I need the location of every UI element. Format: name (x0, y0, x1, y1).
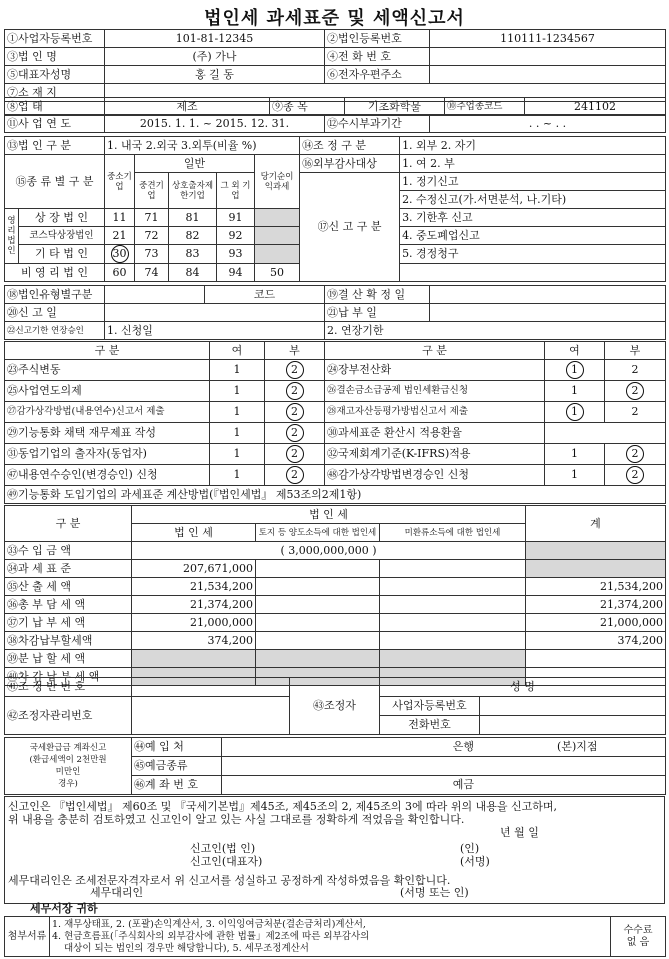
refund-title-line: 국세환급금 계좌신고 (29, 743, 107, 753)
deposit-type-field[interactable] (222, 757, 666, 776)
label-payment-date: ㉑납 부 일 (325, 304, 430, 322)
signer-corp-label: 신고인(법 인) (190, 842, 256, 855)
tax-cell[interactable] (380, 632, 526, 650)
agent-sign[interactable]: (서명 또는 인) (400, 886, 469, 899)
filing-option-1[interactable]: 1. 정기신고 (400, 173, 666, 191)
tax-cell[interactable] (256, 614, 380, 632)
label-email: ⑥전자우편주소 (325, 66, 430, 84)
row-nonprofit-label: 비 영 리 법 인 (5, 264, 105, 282)
label-address: ⑦소 재 지 (5, 84, 105, 102)
header-consolidated: 당기순이익과세 (255, 155, 300, 209)
yn-no-selected[interactable] (605, 465, 666, 486)
signer-ceo-label: 신고인(대표자) (190, 855, 263, 868)
code-cell (255, 227, 300, 245)
selected-circle: 2 (286, 361, 304, 379)
yn-no-selected[interactable] (265, 381, 325, 402)
label-fiscal-year: ⑪사 업 연 도 (5, 115, 105, 133)
bank-suffix: 은행 (452, 740, 474, 753)
header-corp-tax: 법 인 세 (132, 506, 526, 524)
payment-date-field[interactable] (430, 304, 666, 322)
header-no-left: 부 (265, 342, 325, 360)
form-title: 법인세 과세표준 및 세액신고서 (204, 8, 465, 29)
label-adjuster-bizno: 사업자등록번호 (380, 697, 480, 716)
tax-cell[interactable]: 21,000,000 (526, 614, 666, 632)
code-cell[interactable]: 83 (169, 245, 217, 264)
yn-label: ㉓주식변동 (5, 360, 210, 381)
fee-value: 없 음 (626, 936, 650, 948)
signer-ceo-sign[interactable]: (서명) (460, 855, 490, 868)
deposit-bank-field[interactable] (222, 738, 666, 757)
selected-circle: 2 (286, 445, 304, 463)
code-cell[interactable]: 50 (255, 264, 300, 282)
label-code: 코드 (205, 286, 325, 304)
label-corp-name: ③법 인 명 (5, 48, 105, 66)
code-cell[interactable]: 72 (135, 227, 169, 245)
industry-code[interactable]: 241102 (525, 98, 666, 116)
header-no-right: 부 (605, 342, 666, 360)
code-cell[interactable]: 94 (217, 264, 255, 282)
label-corp-reg-no: ②법인등록번호 (325, 30, 430, 48)
code-cell[interactable]: 93 (217, 245, 255, 264)
label-adjuster: ㊸조정자 (290, 678, 380, 735)
tax-cell[interactable]: 374,200 (132, 632, 256, 650)
label-adjuster-tel: 전화번호 (380, 716, 480, 735)
tax-row-label: ㉞과 세 표 준 (5, 560, 132, 578)
header-small-business: 중소기업 (105, 155, 135, 209)
selected-circle: 2 (626, 466, 644, 484)
yn-label: ㉘재고자산등평가방법신고서 제출 (325, 402, 545, 423)
code-cell[interactable]: 60 (105, 264, 135, 282)
tax-cell[interactable] (256, 560, 380, 578)
filing-option-5[interactable]: 5. 경정청구 (400, 245, 666, 264)
tax-cell[interactable] (380, 560, 526, 578)
tax-row-label: ㊵차 감 납 부 세 액 (5, 668, 132, 686)
label-external-audit: ⑯외부감사대상 (300, 155, 400, 173)
extension-request-date[interactable]: 1. 신청일 (105, 322, 325, 340)
extension-deadline[interactable]: 2. 연장기한 (325, 322, 666, 340)
selected-circle: 2 (286, 424, 304, 442)
label-corp-type: ⑱법인유형별구분 (5, 286, 105, 304)
tax-cell (132, 650, 256, 668)
yn-no-selected[interactable] (265, 402, 325, 423)
code-cell[interactable]: 11 (105, 209, 135, 227)
code-cell[interactable]: 81 (169, 209, 217, 227)
email-field[interactable] (430, 66, 666, 84)
external-audit-options[interactable]: 1. 여 2. 부 (400, 155, 666, 173)
yn-label: ㉖결손금소급공제 법인세환급신청 (325, 381, 545, 402)
revenue-amount[interactable]: ( 3,000,000,000 ) (132, 542, 526, 560)
tax-office-addressee: 세무서장 귀하 (30, 902, 98, 915)
tax-cell[interactable]: 374,200 (526, 632, 666, 650)
tax-amount-table (4, 505, 666, 686)
branch-suffix: (본)지점 (557, 740, 598, 753)
refund-account-title (5, 738, 132, 795)
fiscal-year[interactable]: 2015. 1. 1. ~ 2015. 12. 31. (105, 115, 325, 133)
label-account-no: ㊻계 좌 번 호 (132, 776, 222, 795)
filing-option-2[interactable]: 2. 수정신고(가.서면분석, 나.기타) (400, 191, 666, 209)
attachment-list (50, 917, 611, 957)
label-profit-corp: 영리법인 (5, 209, 19, 264)
tax-cell[interactable] (256, 578, 380, 596)
yn-label: ㉛동업기업의 출자자(동업자) (5, 444, 210, 465)
header-gubun-left: 구 분 (5, 342, 210, 360)
account-no-field[interactable] (222, 776, 666, 795)
label-phone: ④전 화 번 호 (325, 48, 430, 66)
label-corp-class: ⑬법 인 구 분 (5, 137, 105, 155)
label-settlement-date: ⑲결 산 확 정 일 (325, 286, 430, 304)
header-mid-size: 중견기업 (135, 173, 169, 209)
tax-cell (256, 650, 380, 668)
occasional-period[interactable]: . . ~ . . (430, 115, 666, 133)
label-occasional-period: ⑫수시부과기간 (325, 115, 430, 133)
row-other-label: 기 타 법 인 (19, 245, 105, 264)
agent-label: 세무대리인 (90, 886, 144, 899)
selected-circle: 2 (626, 445, 644, 463)
label-business-type: ⑧업 태 (5, 98, 105, 116)
yn-yes[interactable]: 1 (210, 402, 265, 423)
label-type-class: ⑮종 류 별 구 분 (5, 155, 105, 209)
tax-cell[interactable]: 21,534,200 (526, 578, 666, 596)
yn-no-selected[interactable] (265, 423, 325, 444)
row-listed-label: 상 장 법 인 (19, 209, 105, 227)
settlement-date-field[interactable] (430, 286, 666, 304)
corp-class-table (4, 136, 666, 282)
header-yes-right: 여 (545, 342, 605, 360)
yes-no-table (4, 341, 666, 504)
code-cell[interactable]: 92 (217, 227, 255, 245)
code-cell[interactable]: 74 (135, 264, 169, 282)
fee-cell (611, 917, 666, 957)
yn-yes[interactable]: 1 (210, 465, 265, 486)
yn-label: ㉗감가상각방법(내용연수)신고서 제출 (5, 402, 210, 423)
yn-yes[interactable]: 1 (210, 423, 265, 444)
yn-label: ㉕사업연도의제 (5, 381, 210, 402)
label-deposit-type: ㊺예금종류 (132, 757, 222, 776)
label-industry-code: ⑩주업종코드 (445, 98, 525, 116)
ceo-name[interactable]: 홍 길 동 (105, 66, 325, 84)
attachment-table (4, 916, 666, 957)
tax-cell[interactable] (380, 596, 526, 614)
header-unreturned-tax: 미환류소득에 대한 법인세 (380, 524, 526, 542)
filing-option-4[interactable]: 4. 중도폐업신고 (400, 227, 666, 245)
yn-yes-selected[interactable] (545, 360, 605, 381)
yn-yes[interactable]: 1 (545, 465, 605, 486)
tax-cell[interactable] (380, 614, 526, 632)
attachment-line: 4. 현금흐름표(「주식회사의 외부감사에 관한 법률」제2조에 따른 외부감사의 (52, 930, 370, 942)
attachment-line: 1. 재무상태표, 2. (포괄)손익계산서, 3. 이익잉여금처분(결손금처리)계산서, (52, 918, 366, 930)
business-type[interactable]: 제조 (105, 98, 270, 116)
label-item: ⑨종 목 (270, 98, 345, 116)
exchange-rate-field[interactable] (545, 423, 666, 444)
tax-cell[interactable] (256, 632, 380, 650)
tax-cell[interactable]: 21,374,200 (526, 596, 666, 614)
filing-option-3[interactable]: 3. 기한후 신고 (400, 209, 666, 227)
label-adjuster-name: 성 명 (380, 678, 666, 697)
tax-cell[interactable] (526, 650, 666, 668)
tax-row-label: ㊳차감납부할세액 (5, 632, 132, 650)
tax-cell[interactable]: 21,534,200 (132, 578, 256, 596)
yn-no-selected[interactable] (265, 465, 325, 486)
label-adjust-class: ⑭조 정 구 분 (300, 137, 400, 155)
yn-label: ㉜국제회계기준(K-IFRS)적용 (325, 444, 545, 465)
tax-cell[interactable]: 207,671,000 (132, 560, 256, 578)
adjuster-bizno-field[interactable] (480, 697, 666, 716)
yn-label: ㊽감가상각방법변경승인 신청 (325, 465, 545, 486)
label-biz-reg-no: ①사업자등록번호 (5, 30, 105, 48)
header-total: 계 (526, 506, 666, 542)
label-adjust-group: ㊶조 정 반 번 호 (5, 678, 132, 697)
code-cell[interactable]: 73 (135, 245, 169, 264)
tax-cell (526, 560, 666, 578)
adjuster-table (4, 677, 666, 735)
header-general: 일반 (135, 155, 255, 173)
yn-yes[interactable]: 1 (210, 444, 265, 465)
code-cell-selected[interactable] (105, 245, 135, 264)
refund-title-line: 미만인 (55, 767, 81, 777)
agent-statement: 세무대리인은 조세전문자격자로서 위 신고서를 성실하고 공정하게 작성하였음을 확인합니다. (8, 874, 451, 887)
selected-circle: 2 (286, 466, 304, 484)
refund-title-line: (환급세액이 2천만원 (29, 755, 107, 765)
header-table (4, 29, 666, 102)
yn-yes[interactable]: 1 (210, 381, 265, 402)
code-cell[interactable]: 71 (135, 209, 169, 227)
label-extension: ㉒신고기한 연장승인 (5, 322, 105, 340)
code-cell[interactable]: 91 (217, 209, 255, 227)
yn-yes[interactable]: 1 (210, 360, 265, 381)
tax-row-label: ㉝수 입 금 액 (5, 542, 132, 560)
yn-label: ㉚과세표준 환산시 적용환율 (325, 423, 545, 444)
adjuster-tel-field[interactable] (480, 716, 666, 735)
header-yes-left: 여 (210, 342, 265, 360)
yn-no-selected[interactable] (265, 360, 325, 381)
header-other-business: 그 외 기업 (217, 173, 255, 209)
header-gubun: 구 분 (5, 506, 132, 542)
label-deposit-bank: ㊹예 입 처 (132, 738, 222, 757)
code-cell[interactable]: 84 (169, 264, 217, 282)
selected-circle: 2 (286, 382, 304, 400)
row-kosdaq-label: 코스닥상장법인 (19, 227, 105, 245)
yn-label: ㉙기능통화 채택 재무제표 작성 (5, 423, 210, 444)
declaration-text-2: 위 내용을 충분히 검토하였고 신고인이 알고 있는 사실 그대로를 정확하게 적었음을 확인합니다. (8, 813, 465, 826)
yn-label: ㉔장부전산화 (325, 360, 545, 381)
code-cell[interactable]: 82 (169, 227, 217, 245)
attachment-line: 대상이 되는 법인의 경우만 해당합니다), 5. 세무조정계산서 (64, 942, 309, 954)
yn-yes-selected[interactable] (545, 402, 605, 423)
declaration-date: 년 월 일 (500, 826, 539, 839)
fee-label: 수수료 (623, 924, 653, 936)
yn-no[interactable]: 2 (605, 360, 666, 381)
yn-no-selected[interactable] (605, 444, 666, 465)
adjust-class-options[interactable]: 1. 외부 2. 자기 (400, 137, 666, 155)
selected-code-circle: 30 (111, 245, 129, 263)
corp-class-options[interactable]: 1. 내국 2.외국 3.외투(비율 %) (105, 137, 300, 155)
yn-yes[interactable]: 1 (545, 444, 605, 465)
business-item[interactable]: 기초화학물 (345, 98, 445, 116)
code-cell[interactable]: 21 (105, 227, 135, 245)
corp-name[interactable]: (주) 가나 (105, 48, 325, 66)
adjuster-mgmt-field[interactable] (132, 697, 290, 735)
filing-option-empty (400, 264, 666, 282)
tax-cell[interactable]: 21,374,200 (132, 596, 256, 614)
yn-label: ㊼내용연수승인(변경승인) 신청 (5, 465, 210, 486)
tax-row-label: ㊱총 부 담 세 액 (5, 596, 132, 614)
tax-cell (380, 650, 526, 668)
dates-table (4, 285, 666, 340)
label-filing-class: ⑰신 고 구 분 (300, 173, 400, 282)
selected-circle: 2 (626, 382, 644, 400)
header-cross-holding: 상호출자제한기업 (169, 173, 217, 209)
refund-title-line: 경우) (58, 779, 78, 789)
code-cell (255, 245, 300, 264)
yn-yes[interactable]: 1 (545, 381, 605, 402)
tax-cell[interactable] (380, 578, 526, 596)
functional-currency-method: ㊾기능통화 도입기업의 과세표준 계산방법(『법인세법』 제53조의2제1항) (5, 486, 666, 504)
phone-field[interactable] (430, 48, 666, 66)
label-filing-date: ⑳신 고 일 (5, 304, 105, 322)
tax-cell[interactable] (256, 596, 380, 614)
yn-no-selected[interactable] (605, 381, 666, 402)
tax-row-label: ㊴분 납 할 세 액 (5, 650, 132, 668)
tax-row-label: ㉟산 출 세 액 (5, 578, 132, 596)
filing-date-field[interactable] (105, 304, 325, 322)
code-cell (255, 209, 300, 227)
corp-reg-no[interactable]: 110111-1234567 (430, 30, 666, 48)
header-gubun-right: 구 분 (325, 342, 545, 360)
tax-cell[interactable]: 21,000,000 (132, 614, 256, 632)
header-corp-tax-col: 법 인 세 (132, 524, 256, 542)
attachment-label: 첨부서류 (5, 917, 50, 957)
corp-type-field[interactable] (105, 286, 205, 304)
biz-reg-no[interactable]: 101-81-12345 (105, 30, 325, 48)
label-adjuster-mgmt: ㊷조정자관리번호 (5, 697, 132, 735)
label-ceo-name: ⑤대표자성명 (5, 66, 105, 84)
header-land-tax: 토지 등 양도소득에 대한 법인세 (256, 524, 380, 542)
adjust-group-field[interactable] (132, 678, 290, 697)
yn-no-selected[interactable] (265, 444, 325, 465)
period-table (4, 114, 666, 133)
declaration-text-1: 신고인은 『법인세법』 제60조 및 『국세기본법』제45조, 제45조의 2, 제45조의 3에 따라 위의 내용을 신고하며, (8, 800, 557, 813)
yn-no[interactable]: 2 (605, 402, 666, 423)
deposit-suffix: 예금 (452, 778, 474, 791)
tax-row-label: ㊲기 납 부 세 액 (5, 614, 132, 632)
refund-table (4, 737, 666, 795)
tax-cell (526, 542, 666, 560)
selected-circle: 1 (566, 403, 584, 421)
selected-circle: 1 (566, 361, 584, 379)
signer-corp-seal[interactable]: (인) (460, 842, 480, 855)
selected-circle: 2 (286, 403, 304, 421)
